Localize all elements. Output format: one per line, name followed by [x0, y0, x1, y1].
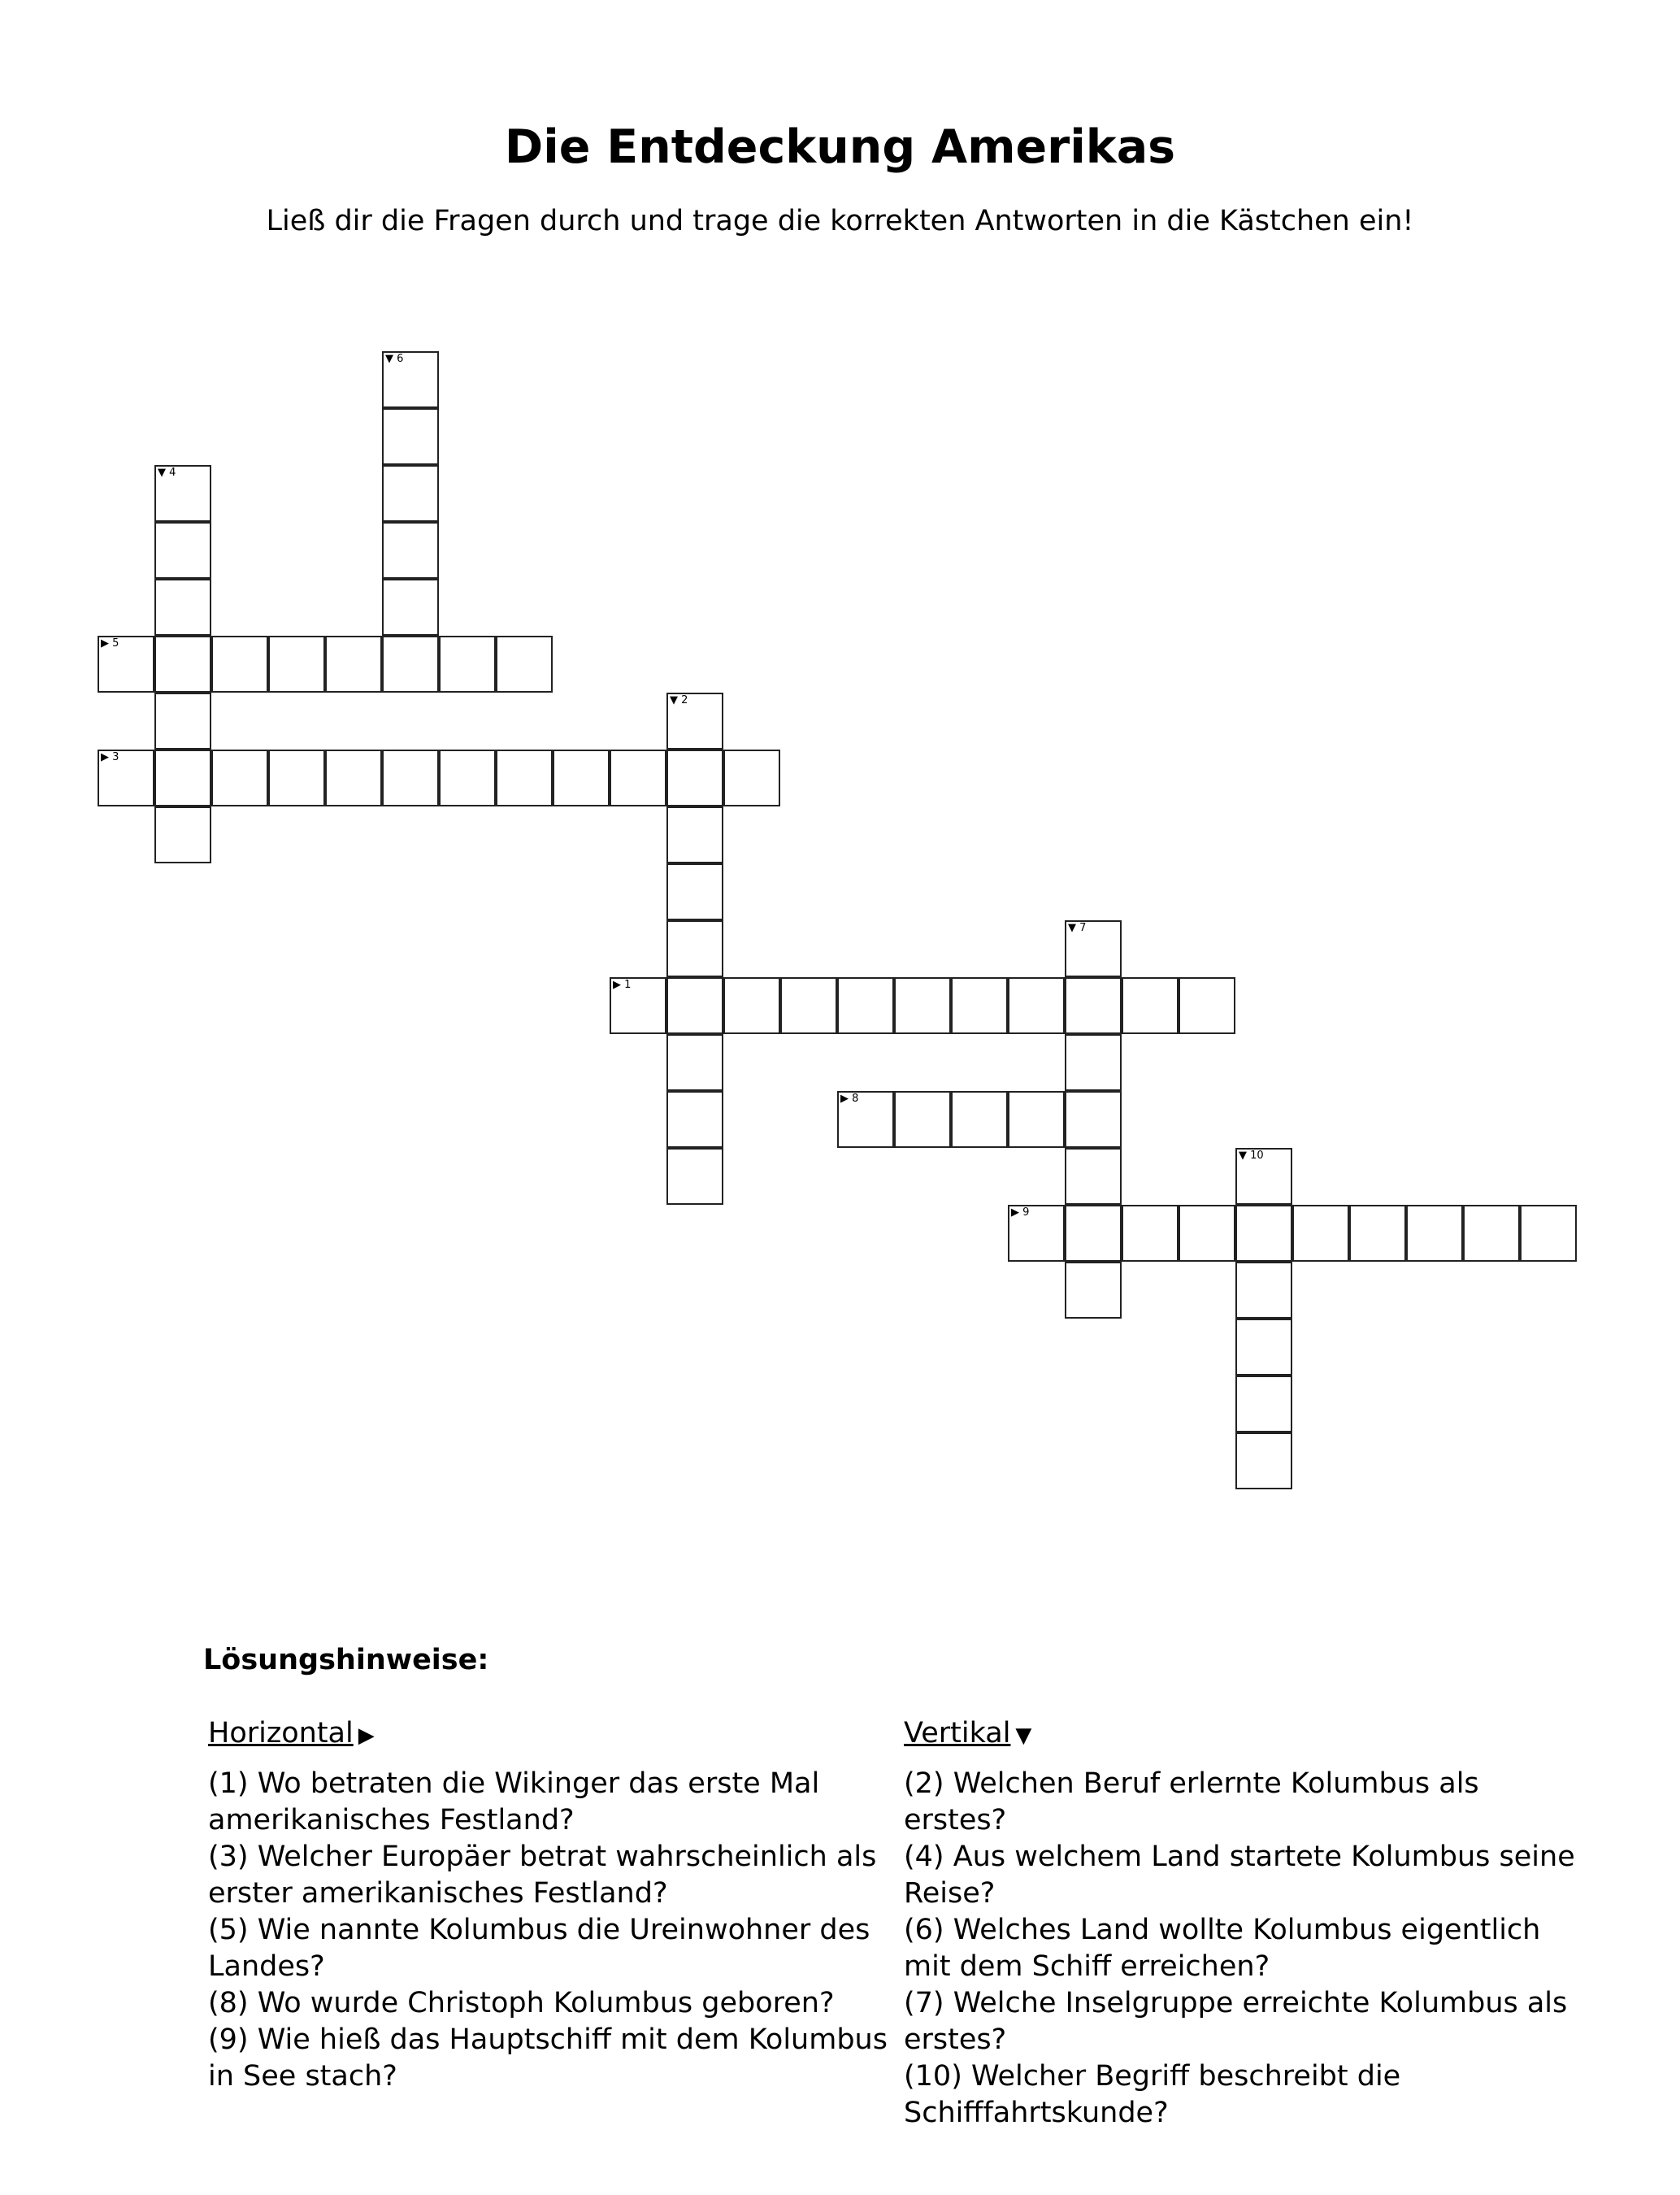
vertical-clues-column	[904, 1715, 1587, 2132]
down-arrow-icon: ▼	[1015, 1723, 1032, 1748]
crossword-clue-start-4[interactable]	[154, 465, 211, 522]
crossword-cell[interactable]	[439, 636, 496, 693]
crossword-cell[interactable]	[1179, 1205, 1235, 1262]
crossword-cell[interactable]	[382, 579, 439, 636]
clue-across-5: (5) Wie nannte Kolumbus die Ureinwohner des Landes?	[208, 1914, 870, 1983]
crossword-cell[interactable]	[666, 806, 723, 863]
instructions: Ließ dir die Fragen durch und trage die korrekten Antworten in die Kästchen ein!	[266, 205, 1414, 237]
crossword-clue-start-5[interactable]	[98, 636, 154, 693]
crossword-cell[interactable]	[666, 750, 723, 806]
crossword-cell[interactable]	[1292, 1205, 1349, 1262]
crossword-cell[interactable]	[1065, 1091, 1122, 1148]
crossword-cell[interactable]	[382, 750, 439, 806]
crossword-cell[interactable]	[1349, 1205, 1406, 1262]
clue-number-label: ▼ 2	[670, 694, 688, 706]
crossword-cell[interactable]	[666, 1034, 723, 1091]
clue-down-2: (2) Welchen Beruf erlernte Kolumbus als erstes?	[904, 1767, 1479, 1836]
crossword-cell[interactable]	[496, 636, 553, 693]
clue-number-label: ▶ 9	[1011, 1206, 1030, 1219]
crossword-cell[interactable]	[382, 465, 439, 522]
crossword-cell[interactable]	[666, 1091, 723, 1148]
crossword-cell[interactable]	[154, 693, 211, 750]
crossword-cell[interactable]	[211, 636, 268, 693]
crossword-cell[interactable]	[723, 977, 780, 1034]
crossword-cell[interactable]	[154, 806, 211, 863]
crossword-cell[interactable]	[154, 636, 211, 693]
crossword-cell[interactable]	[666, 1148, 723, 1205]
crossword-cell[interactable]	[1008, 977, 1065, 1034]
clue-number-label: ▶ 8	[840, 1093, 859, 1105]
crossword-cell[interactable]	[382, 408, 439, 465]
crossword-cell[interactable]	[1235, 1205, 1292, 1262]
crossword-cell[interactable]	[325, 750, 382, 806]
clue-number-label: ▼ 10	[1239, 1150, 1264, 1162]
crossword-cell[interactable]	[1008, 1091, 1065, 1148]
crossword-cell[interactable]	[439, 750, 496, 806]
crossword-cell[interactable]	[268, 750, 325, 806]
clue-number-label: ▶ 1	[613, 979, 632, 991]
crossword-cell[interactable]	[1406, 1205, 1463, 1262]
crossword-cell[interactable]	[325, 636, 382, 693]
crossword-clue-start-7[interactable]	[1065, 920, 1122, 977]
horizontal-heading	[208, 1715, 891, 1754]
clue-across-8: (8) Wo wurde Christoph Kolumbus geboren?	[208, 1987, 835, 2019]
clue-down-7: (7) Welche Inselgruppe erreichte Kolumbus als erstes?	[904, 1987, 1568, 2056]
crossword-cell[interactable]	[553, 750, 610, 806]
crossword-cell[interactable]	[154, 579, 211, 636]
crossword-cell[interactable]	[382, 522, 439, 579]
crossword-clue-start-6[interactable]	[382, 351, 439, 408]
crossword-cell[interactable]	[1122, 1205, 1179, 1262]
crossword-clue-start-1[interactable]	[610, 977, 666, 1034]
crossword-cell[interactable]	[1235, 1262, 1292, 1319]
horizontal-label: Horizontal	[208, 1717, 354, 1749]
crossword-cell[interactable]	[951, 1091, 1008, 1148]
crossword-cell[interactable]	[894, 977, 951, 1034]
crossword-cell[interactable]	[1122, 977, 1179, 1034]
crossword-cell[interactable]	[837, 977, 894, 1034]
crossword-cell[interactable]	[1520, 1205, 1577, 1262]
clue-down-10: (10) Welcher Begriff beschreibt die Schifffahrtskunde?	[904, 2060, 1401, 2129]
clue-number-label: ▼ 7	[1068, 922, 1087, 934]
clue-across-3: (3) Welcher Europäer betrat wahrscheinlich als erster amerikanisches Festland?	[208, 1841, 877, 1910]
crossword-cell[interactable]	[382, 636, 439, 693]
clue-number-label: ▶ 5	[101, 637, 119, 650]
horizontal-clues-column	[208, 1715, 891, 2095]
crossword-clue-start-3[interactable]	[98, 750, 154, 806]
crossword-cell[interactable]	[894, 1091, 951, 1148]
right-arrow-icon: ▶	[358, 1723, 375, 1748]
hints-heading: Lösungshinweise:	[203, 1644, 489, 1676]
clue-across-1: (1) Wo betraten die Wikinger das erste Mal amerikanisches Festland?	[208, 1767, 820, 1836]
crossword-cell[interactable]	[1463, 1205, 1520, 1262]
crossword-cell[interactable]	[1065, 1262, 1122, 1319]
crossword-cell[interactable]	[1065, 977, 1122, 1034]
crossword-cell[interactable]	[780, 977, 837, 1034]
crossword-cell[interactable]	[1235, 1319, 1292, 1376]
clue-across-9: (9) Wie hieß das Hauptschiff mit dem Kolumbus in See stach?	[208, 2023, 888, 2093]
crossword-cell[interactable]	[1065, 1148, 1122, 1205]
vertical-heading	[904, 1715, 1587, 1754]
crossword-clue-start-10[interactable]	[1235, 1148, 1292, 1205]
crossword-cell[interactable]	[1065, 1034, 1122, 1091]
clue-down-4: (4) Aus welchem Land startete Kolumbus seine Reise?	[904, 1841, 1575, 1910]
vertical-label: Vertikal	[904, 1717, 1011, 1749]
crossword-cell[interactable]	[154, 522, 211, 579]
page-title: Die Entdeckung Amerikas	[504, 120, 1176, 174]
clue-number-label: ▼ 6	[385, 353, 404, 365]
crossword-cell[interactable]	[1235, 1432, 1292, 1489]
clue-down-6: (6) Welches Land wollte Kolumbus eigentlich mit dem Schiff erreichen?	[904, 1914, 1541, 1983]
clue-number-label: ▼ 4	[158, 467, 176, 479]
crossword-cell[interactable]	[268, 636, 325, 693]
crossword-clue-start-9[interactable]	[1008, 1205, 1065, 1262]
crossword-cell[interactable]	[666, 863, 723, 920]
crossword-cell[interactable]	[211, 750, 268, 806]
crossword-cell[interactable]	[154, 750, 211, 806]
crossword-cell[interactable]	[1235, 1376, 1292, 1432]
crossword-cell[interactable]	[610, 750, 666, 806]
crossword-cell[interactable]	[1065, 1205, 1122, 1262]
crossword-clue-start-2[interactable]	[666, 693, 723, 750]
crossword-cell[interactable]	[666, 920, 723, 977]
crossword-cell[interactable]	[723, 750, 780, 806]
crossword-cell[interactable]	[666, 977, 723, 1034]
crossword-cell[interactable]	[496, 750, 553, 806]
crossword-cell[interactable]	[1179, 977, 1235, 1034]
crossword-clue-start-8[interactable]	[837, 1091, 894, 1148]
clue-number-label: ▶ 3	[101, 751, 119, 763]
crossword-cell[interactable]	[951, 977, 1008, 1034]
